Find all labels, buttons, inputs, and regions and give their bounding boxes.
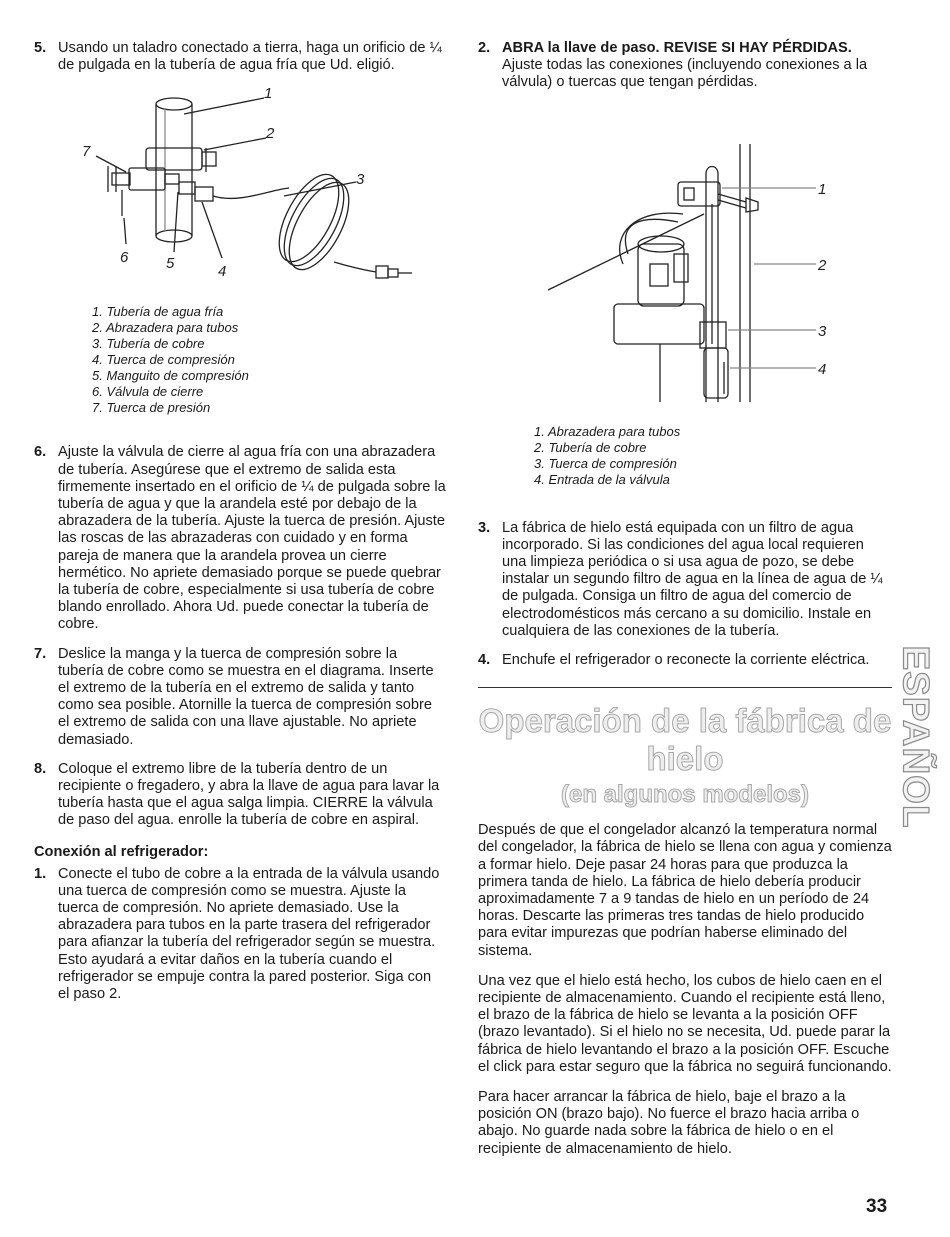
caption-item: 5. Manguito de compresión [92, 368, 249, 384]
pipe-valve-illustration [34, 86, 446, 296]
callout-4: 4 [218, 263, 227, 281]
step-8 [34, 761, 446, 830]
section-title: Operación de la fábrica de hielo [478, 702, 892, 778]
figure-2-captions [534, 424, 892, 488]
step-text: Enchufe el refrigerador o reconecte la corriente eléctrica. [502, 652, 870, 669]
step-text: Ajuste la válvula de cierre al agua fría con una abrazadera de tubería. Asegúrese que el extremo de salida esta firmemente insertado en el orificio de ¼ de pulgada sobre la tubería de agua y que la arandela esté por debajo de la abrazadera de la tubería. Ajuste la tuerca de presión. Ajuste las roscas de las abrazaderas con cuidado y en forma pareja de manera que la arandela provea un cierre hermético. No apriete demasiado porque se puede quebrar la tubería de cobre, especialmente si usa tubería de cobre blando enrollado. Ahora Ud. puede conectar la tubería de cobre. [58, 444, 446, 633]
caption-item: 1. Tubería de agua fría [92, 304, 224, 320]
step-number: 8. [34, 760, 47, 777]
caption-item: 4. Tuerca de compresión [92, 352, 235, 368]
step-text: Deslice la manga y la tuerca de compresión sobre la tubería de cobre como se muestra en el diagrama. Inserte el extremo de la tubería en el extremo de salida y tanto como sea posible. Atornille la tuerca de compresión sobre el extremo de salida con una llave ajustable. No apriete demasiado. [58, 645, 434, 748]
caption-item: 7. Tuerca de presión [92, 400, 211, 416]
step-5 [34, 40, 446, 74]
caption-item: 3. Tubería de cobre [92, 336, 205, 352]
step-text: Conecte el tubo de cobre a la entrada de la válvula usando una tuerca de compresión como se muestra. Ajuste la tuerca de compresión. No apriete demasiado. Use la abrazadera para tubos en la parte trasera del refrigerador para afianzar la tubería del refrigerador según se muestra. Esto ayudará a evitar daños en la tubería cuando el refrigerador se empuje contra la pared posterior. Siga con el paso 2. [58, 865, 440, 1003]
step-bold-text: ABRA la llave de paso. REVISE SI HAY PÉRDIDAS. [502, 40, 852, 56]
caption-item: 1. Abrazadera para tubos [534, 423, 681, 439]
section-divider [478, 687, 892, 688]
callout-4: 4 [818, 360, 827, 378]
step-number: 4. [478, 652, 491, 669]
caption-item: 6. Válvula de cierre [92, 384, 204, 400]
refrigerator-valve-illustration [478, 104, 892, 404]
step-number: 1. [34, 865, 47, 882]
step-6 [34, 444, 446, 633]
left-column [34, 40, 446, 1015]
ice-maker-paragraph-2: Una vez que el hielo está hecho, los cubos de hielo caen en el recipiente de almacenamiento. Cuando el recipiente está lleno, el brazo de la fábrica de hielo se levanta a la posición OFF (brazo levantado). Si el hielo no se necesita, Ud. puede parar la fábrica de hielo levantando el brazo a la posición OFF. Escuche el click para estar seguro que la fábrica no seguirá funcionando. [478, 972, 892, 1075]
page-number: 33 [866, 1196, 888, 1217]
right-column [478, 40, 892, 1171]
step-text: Usando un taladro conectado a tierra, haga un orificio de ¼ de pulgada en la tubería de agua fría que Ud. eligió. [58, 40, 442, 74]
step-number: 6. [34, 444, 47, 461]
ice-maker-paragraph-3: Para hacer arrancar la fábrica de hielo, baje el brazo a la posición ON (brazo bajo). No fuerce el brazo hacia arriba o abajo. No guarde nada sobre la fábrica de hielo o en el recipiente de almacenamiento de hielo. [478, 1089, 860, 1157]
step-3 [478, 520, 892, 640]
language-label: ESPAÑOL [896, 645, 937, 829]
step-2 [478, 40, 892, 92]
step-number: 7. [34, 645, 47, 662]
pipe-valve-drawing [34, 86, 446, 296]
caption-item: 3. Tuerca de compresión [534, 455, 677, 471]
callout-6: 6 [120, 249, 129, 267]
caption-item: 4. Entrada de la válvula [534, 471, 670, 487]
connection-step-1 [34, 866, 446, 1004]
figure-1-captions [92, 304, 446, 416]
language-side-tab [896, 645, 937, 829]
step-text: Coloque el extremo libre de la tubería dentro de un recipiente o fregadero, y abra la llave de agua para lavar la tubería hasta que el agua salga limpia. CIERRE la válvula de paso del agua. enrolle la tubería de cobre en aspiral. [58, 760, 440, 829]
callout-3: 3 [818, 322, 827, 340]
step-number: 5. [34, 40, 47, 56]
callout-3: 3 [356, 171, 365, 189]
callout-1: 1 [264, 85, 273, 103]
step-4 [478, 652, 892, 669]
step-body [502, 40, 892, 92]
section-subtitle: (en algunos modelos) [560, 781, 809, 809]
step-number: 3. [478, 519, 491, 536]
caption-item: 2. Tubería de cobre [534, 439, 647, 455]
step-7 [34, 646, 446, 749]
valve-connection-drawing [478, 104, 892, 404]
callout-5: 5 [166, 255, 175, 273]
callout-2: 2 [818, 256, 827, 274]
caption-item: 2. Abrazadera para tubos [92, 320, 239, 336]
callout-1: 1 [818, 180, 827, 198]
step-text: La fábrica de hielo está equipada con un filtro de agua incorporado. Si las condiciones del agua local requieren una limpieza periódica o si usa agua de pozo, se debe instalar un segundo filtro de agua en la línea de agua de ¼ de pulgada. Consiga un filtro de agua del comercio de electrodomésticos más cercano a su domicilio. Instale en cualquiera de las conexiones de la tubería. [502, 519, 883, 639]
step-text: Ajuste todas las conexiones (incluyendo conexiones a la válvula) o tuercas que tengan pérdidas. [502, 57, 868, 91]
callout-7: 7 [82, 143, 91, 161]
connection-subheading: Conexión al refrigerador: [34, 843, 209, 860]
step-number: 2. [478, 40, 491, 56]
callout-2: 2 [266, 125, 275, 143]
ice-maker-paragraph-1: Después de que el congelador alcanzó la temperatura normal del congelador, la fábrica de hielo se llena con agua y comienza a formar hielo. Deje pasar 24 horas para que produzca la primera tanda de hielo. La fábrica de hielo debería producir aproximadamente 7 a 9 tandas de hielo en un período de 24 horas. Descarte las primeras tres tandas de hielo producido para evitar impurezas que podrían haberse eliminado del sistema. [478, 822, 892, 959]
